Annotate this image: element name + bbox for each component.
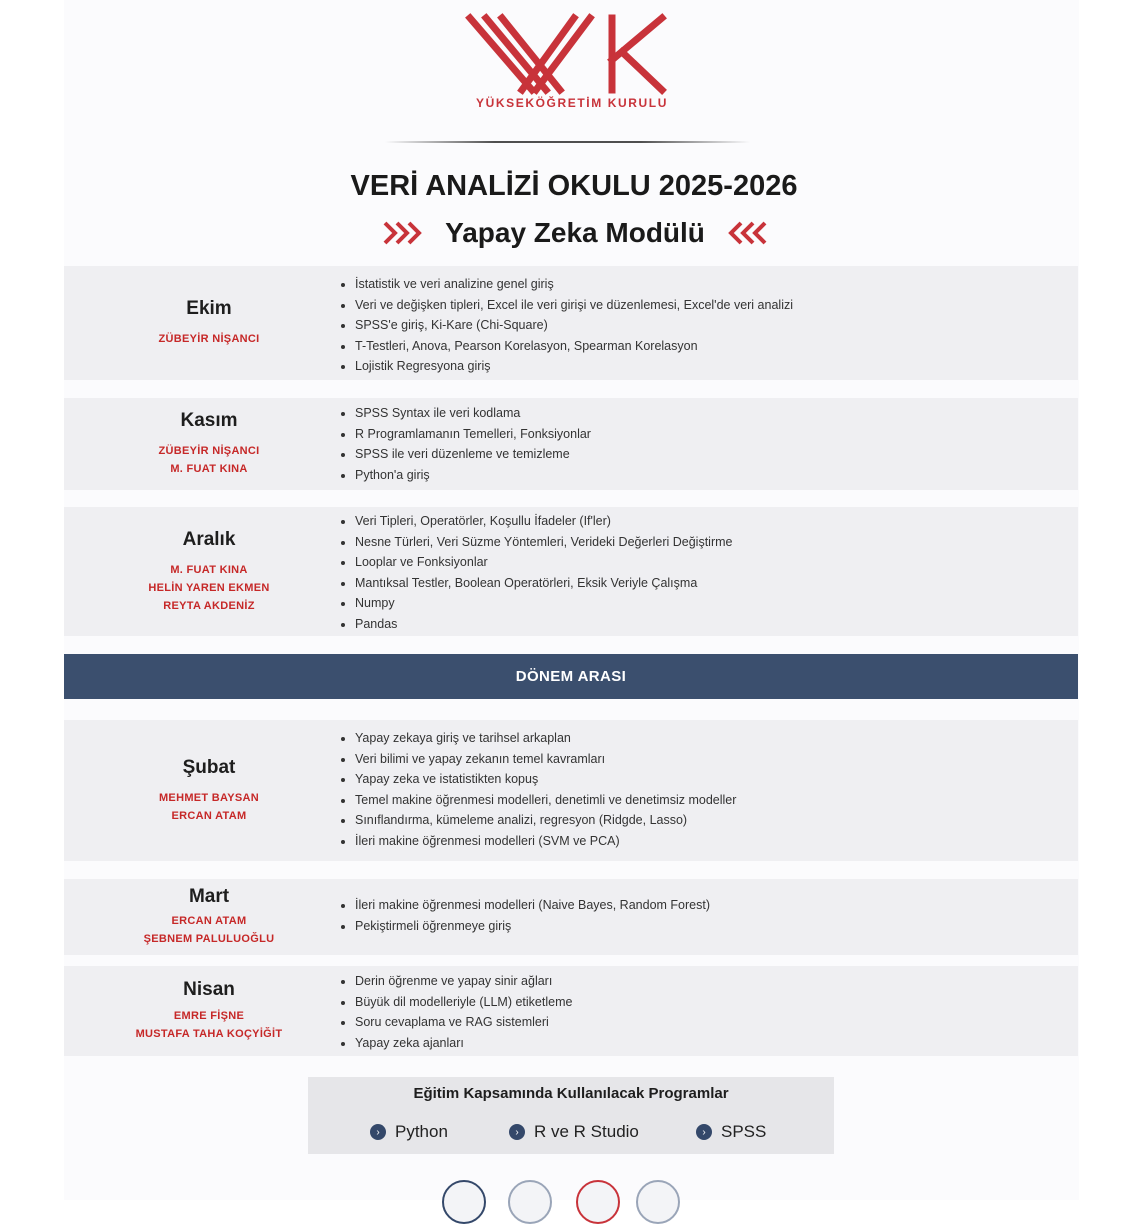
topic-item: • Sınıflandırma, kümeleme analizi, regresyon (Ridgde, Lasso) xyxy=(355,810,736,831)
topic-item: • Mantıksal Testler, Boolean Operatörleri, Eksik Veriyle Çalışma xyxy=(355,573,732,594)
program-label: Python xyxy=(395,1122,448,1141)
topic-item: • Yapay zeka ajanları xyxy=(355,1033,572,1054)
program-label: SPSS xyxy=(721,1122,767,1141)
topic-item: • Veri Tipleri, Operatörler, Koşullu İfadeler (If'ler) xyxy=(355,511,732,532)
topic-item: • Numpy xyxy=(355,593,732,614)
month-name: Kasım xyxy=(180,410,238,431)
topic-item: • Temel makine öğrenmesi modelleri, denetimli ve denetimsiz modeller xyxy=(355,790,736,811)
topic-item: • SPSS ile veri düzenleme ve temizleme xyxy=(355,444,591,465)
topic-item: • İstatistik ve veri analizine genel giriş xyxy=(355,274,793,295)
program-item-python xyxy=(370,1122,448,1142)
topic-item: • SPSS Syntax ile veri kodlama xyxy=(355,403,591,424)
instructor-name: MEHMET BAYSAN xyxy=(158,791,260,804)
topic-item: • T-Testleri, Anova, Pearson Korelasyon, Spearman Korelasyon xyxy=(355,336,793,357)
chevron-circle-icon: › xyxy=(509,1124,525,1140)
topic-item: • Veri bilimi ve yapay zekanın temel kavramları xyxy=(355,749,736,770)
programs-box xyxy=(308,1077,834,1154)
instructor-name: HELİN YAREN EKMEN xyxy=(148,581,270,594)
topic-list xyxy=(337,403,591,485)
month-name: Mart xyxy=(188,886,230,907)
topic-list xyxy=(337,511,732,635)
instructor-name: ZÜBEYİR NİŞANCI xyxy=(158,333,260,345)
program-item-r-studio xyxy=(509,1122,639,1142)
topic-item: • Pandas xyxy=(355,614,732,635)
month-name: Ekim xyxy=(186,298,232,319)
instructor-name: ERCAN ATAM xyxy=(171,809,247,822)
chevron-circle-icon: › xyxy=(370,1124,386,1140)
program-label: R ve R Studio xyxy=(534,1122,639,1141)
topic-item: • Yapay zeka ve istatistikten kopuş xyxy=(355,769,736,790)
topic-item: • SPSS'e giriş, Ki-Kare (Chi-Square) xyxy=(355,315,793,336)
month-section-subat xyxy=(64,720,1078,861)
topic-item: • Nesne Türleri, Veri Süzme Yöntemleri, Verideki Değerleri Değiştirme xyxy=(355,532,732,553)
instructor-name: ERCAN ATAM xyxy=(171,915,247,927)
instructor-name: M. FUAT KINA xyxy=(170,463,248,475)
chevron-circle-icon: › xyxy=(696,1124,712,1140)
topic-item: • Büyük dil modelleriyle (LLM) etiketleme xyxy=(355,992,572,1013)
chevron-left-icon xyxy=(727,221,767,245)
topic-item: • R Programlamanın Temelleri, Fonksiyonlar xyxy=(355,424,591,445)
topic-item: • Pekiştirmeli öğrenmeye giriş xyxy=(355,916,710,937)
program-item-spss xyxy=(696,1122,766,1142)
instructor-name: ZÜBEYİR NİŞANCI xyxy=(158,445,260,457)
university-seal-icon xyxy=(508,1180,552,1224)
break-banner: DÖNEM ARASI xyxy=(64,654,1078,699)
topic-item: • Veri ve değişken tipleri, Excel ile veri girişi ve düzenlemesi, Excel'de veri analizi xyxy=(355,295,793,316)
page-title: VERİ ANALİZİ OKULU 2025-2026 xyxy=(350,170,798,202)
month-section-aralik xyxy=(64,507,1078,636)
programs-title: Eğitim Kapsamında Kullanılacak Programlar xyxy=(413,1085,729,1102)
instructor-name: EMRE FİŞNE xyxy=(173,1010,245,1022)
topic-item: • Soru cevaplama ve RAG sistemleri xyxy=(355,1012,572,1033)
topic-item: • Yapay zekaya giriş ve tarihsel arkaplan xyxy=(355,728,736,749)
university-seal-icon xyxy=(636,1180,680,1224)
university-seal-icon xyxy=(576,1180,620,1224)
header-divider xyxy=(385,141,750,143)
instructor-name: MUSTAFA TAHA KOÇYİĞİT xyxy=(135,1028,283,1040)
topic-item: • Derin öğrenme ve yapay sinir ağları xyxy=(355,971,572,992)
instructor-name: REYTA AKDENİZ xyxy=(163,599,255,612)
month-section-ekim xyxy=(64,266,1078,380)
instructor-name: ŞEBNEM PALULUOĞLU xyxy=(143,933,275,945)
topic-list xyxy=(337,971,572,1053)
topic-list xyxy=(337,728,736,852)
instructor-name: M. FUAT KINA xyxy=(170,563,248,576)
chevron-right-icon xyxy=(383,221,423,245)
topic-item: • Lojistik Regresyona giriş xyxy=(355,356,793,377)
month-section-kasim xyxy=(64,398,1078,490)
partner-logos xyxy=(440,1180,690,1200)
topic-list xyxy=(337,274,793,377)
topic-list xyxy=(337,895,710,936)
month-name: Aralık xyxy=(182,528,236,550)
topic-item: • Python'a giriş xyxy=(355,465,591,486)
topic-item: • İleri makine öğrenmesi modelleri (Naive Bayes, Random Forest) xyxy=(355,895,710,916)
university-seal-icon xyxy=(442,1180,486,1224)
month-name: Şubat xyxy=(182,756,236,778)
month-name: Nisan xyxy=(183,979,235,1000)
month-section-nisan xyxy=(64,966,1078,1056)
org-name: YÜKSEKÖĞRETİM KURULU xyxy=(475,96,668,110)
topic-item: • İleri makine öğrenmesi modelleri (SVM ve PCA) xyxy=(355,831,736,852)
topic-item: • Looplar ve Fonksiyonlar xyxy=(355,552,732,573)
month-section-mart xyxy=(64,879,1078,955)
module-subtitle: Yapay Zeka Modülü xyxy=(445,217,705,248)
subtitle-row xyxy=(360,212,790,254)
